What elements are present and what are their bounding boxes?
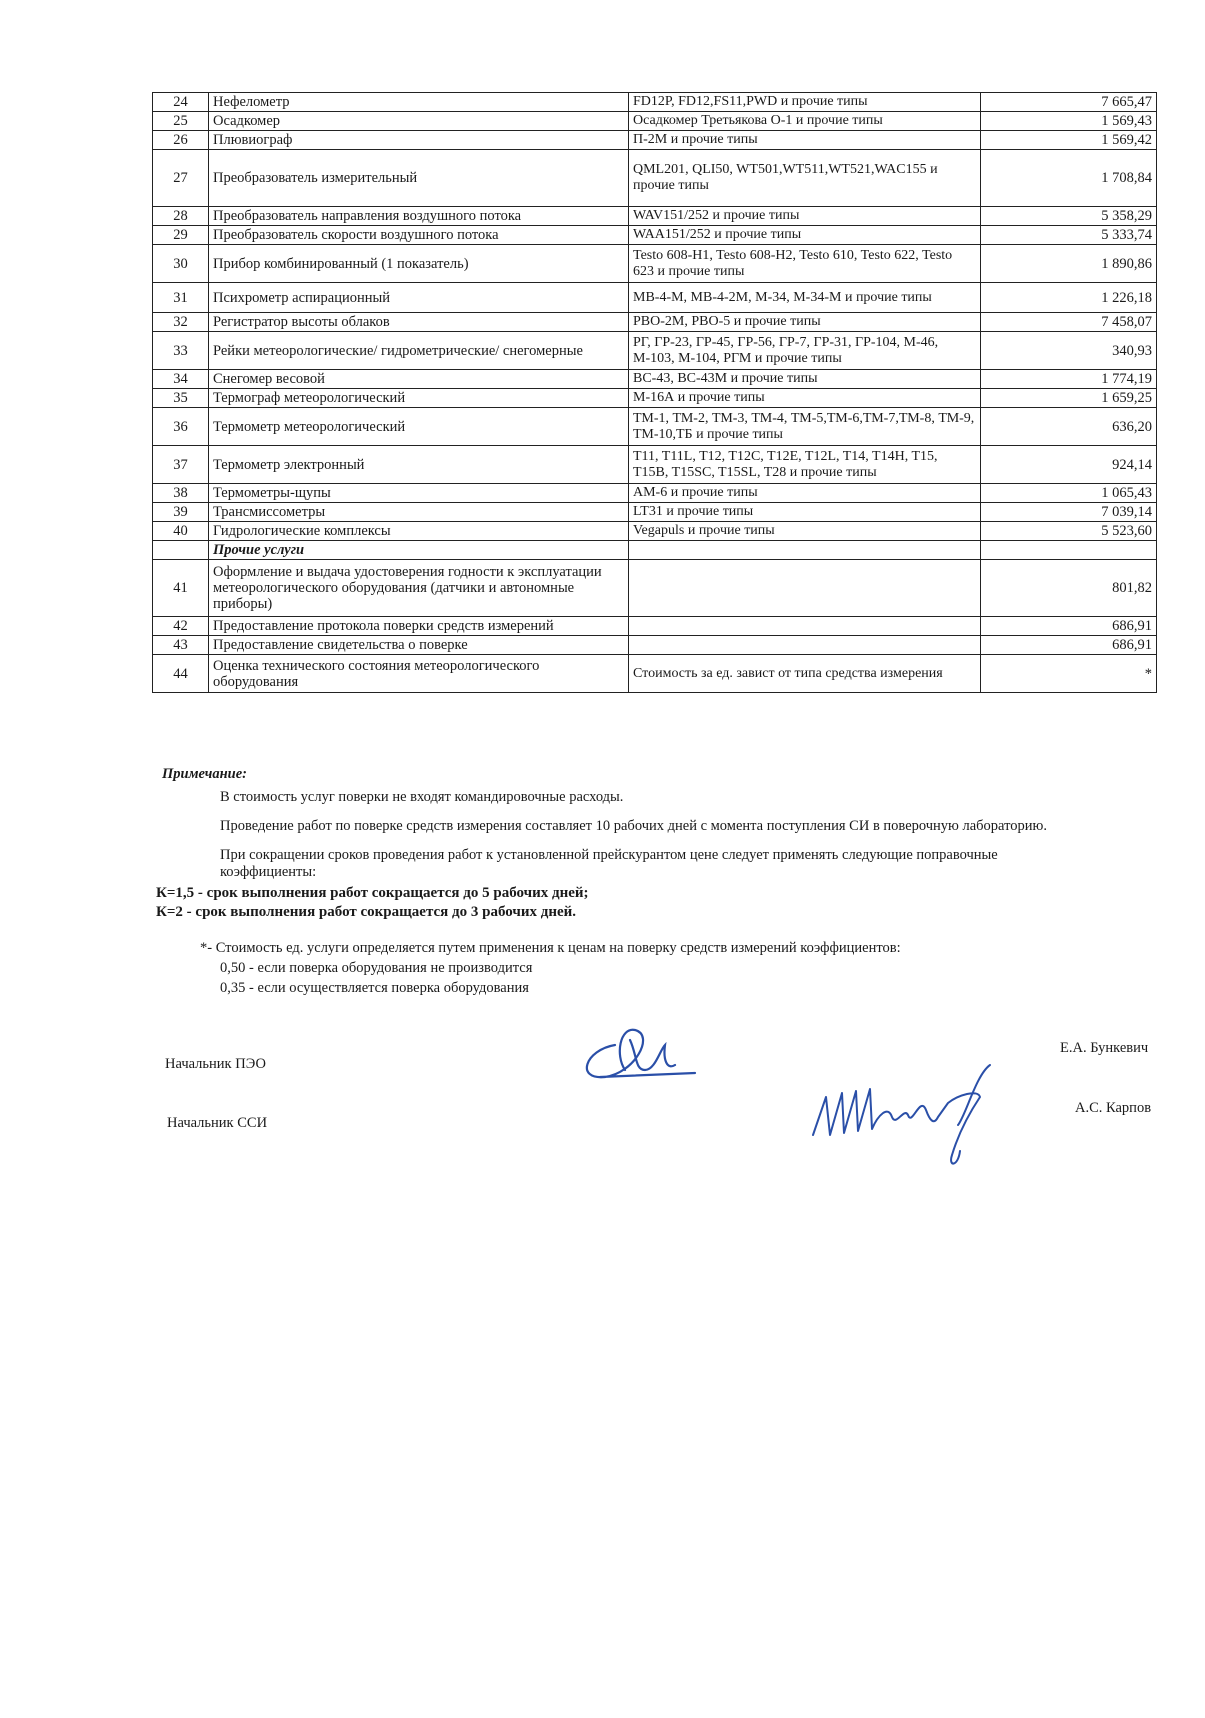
row-name: Осадкомер xyxy=(209,112,629,131)
row-number: 35 xyxy=(153,389,209,408)
row-number: 27 xyxy=(153,150,209,207)
ssi-title: Начальник ССИ xyxy=(167,1115,268,1131)
table-row xyxy=(153,245,1157,283)
table-row xyxy=(153,522,1157,541)
row-type: ТМ-1, ТМ-2, ТМ-3, ТМ-4, ТМ-5,ТМ-6,ТМ-7,ТМ-8, ТМ-9, ТМ-10,ТБ и прочие типы xyxy=(629,408,981,446)
row-number: 36 xyxy=(153,408,209,446)
peo-name: Е.А. Бункевич xyxy=(1060,1040,1149,1056)
row-type xyxy=(629,560,981,617)
row-name: Преобразователь скорости воздушного потока xyxy=(209,226,629,245)
section-label: Прочие услуги xyxy=(209,541,629,560)
section-price-cell xyxy=(981,541,1157,560)
row-price: 636,20 xyxy=(981,408,1157,446)
row-number: 25 xyxy=(153,112,209,131)
row-price: 7 039,14 xyxy=(981,503,1157,522)
row-number: 37 xyxy=(153,446,209,484)
row-number: 41 xyxy=(153,560,209,617)
price-table-body xyxy=(153,93,1157,693)
row-price: 7 458,07 xyxy=(981,313,1157,332)
row-type: T11, T11L, T12, T12C, T12E, T12L, T14, T14H, T15, T15B, T15SC, T15SL, T28 и прочие типы xyxy=(629,446,981,484)
table-row xyxy=(153,503,1157,522)
row-number: 40 xyxy=(153,522,209,541)
row-name: Рейки метеорологические/ гидрометрические/ снегомерные xyxy=(209,332,629,370)
row-name: Преобразователь направления воздушного потока xyxy=(209,207,629,226)
star-note-text: *- Стоимость ед. услуги определяется путем применения к ценам на поверку средств измерений коэффициентов: xyxy=(200,940,901,956)
row-price: 7 665,47 xyxy=(981,93,1157,112)
table-row xyxy=(153,131,1157,150)
ssi-name: А.С. Карпов xyxy=(1075,1100,1152,1116)
row-name: Гидрологические комплексы xyxy=(209,522,629,541)
table-row xyxy=(153,655,1157,693)
row-type: РВО-2М, РВО-5 и прочие типы xyxy=(629,313,981,332)
row-price: 5 358,29 xyxy=(981,207,1157,226)
row-type: Vegapuls и прочие типы xyxy=(629,522,981,541)
row-type: Стоимость за ед. завист от типа средства измерения xyxy=(629,655,981,693)
table-row xyxy=(153,484,1157,503)
row-number: 44 xyxy=(153,655,209,693)
row-type: МВ-4-М, МВ-4-2М, М-34, М-34-М и прочие типы xyxy=(629,283,981,313)
row-name: Термограф метеорологический xyxy=(209,389,629,408)
star-note-option-1: 0,50 - если поверка оборудования не производится xyxy=(220,960,533,976)
table-row xyxy=(153,150,1157,207)
row-price: 1 890,86 xyxy=(981,245,1157,283)
row-type: РГ, ГР-23, ГР-45, ГР-56, ГР-7, ГР-31, ГР-104, М-46, М-103, М-104, РГМ и прочие типы xyxy=(629,332,981,370)
row-price: 1 065,43 xyxy=(981,484,1157,503)
row-type xyxy=(629,617,981,636)
row-price: 686,91 xyxy=(981,617,1157,636)
row-price: 686,91 xyxy=(981,636,1157,655)
row-name: Снегомер весовой xyxy=(209,370,629,389)
row-price: 1 708,84 xyxy=(981,150,1157,207)
table-row xyxy=(153,313,1157,332)
price-table xyxy=(152,92,1157,693)
row-type: ВС-43, ВС-43М и прочие типы xyxy=(629,370,981,389)
row-number: 42 xyxy=(153,617,209,636)
row-type: П-2М и прочие типы xyxy=(629,131,981,150)
table-row xyxy=(153,226,1157,245)
row-number: 38 xyxy=(153,484,209,503)
row-price: 5 523,60 xyxy=(981,522,1157,541)
row-type xyxy=(629,636,981,655)
note-travel-expenses: В стоимость услуг поверки не входят командировочные расходы. xyxy=(220,789,624,805)
table-row xyxy=(153,283,1157,313)
row-type: WAA151/252 и прочие типы xyxy=(629,226,981,245)
row-name: Оформление и выдача удостоверения годности к эксплуатации метеорологического оборудования (датчики и автономные приборы) xyxy=(209,560,629,617)
notes-title: Примечание: xyxy=(162,766,248,782)
row-type: Testo 608-H1, Testo 608-H2, Testo 610, Testo 622, Testo 623 и прочие типы xyxy=(629,245,981,283)
table-row xyxy=(153,370,1157,389)
row-price: 340,93 xyxy=(981,332,1157,370)
section-number-cell xyxy=(153,541,209,560)
row-name: Плювиограф xyxy=(209,131,629,150)
row-name: Предоставление протокола поверки средств измерений xyxy=(209,617,629,636)
section-type-cell xyxy=(629,541,981,560)
row-number: 30 xyxy=(153,245,209,283)
star-note xyxy=(160,939,1160,997)
row-type: LT31 и прочие типы xyxy=(629,503,981,522)
row-name: Оценка технического состояния метеорологического оборудования xyxy=(209,655,629,693)
table-row xyxy=(153,446,1157,484)
row-price: 1 569,43 xyxy=(981,112,1157,131)
note-coefficient-2: К=2 - срок выполнения работ сокращается до 3 рабочих дней. xyxy=(156,904,577,920)
row-name: Психрометр аспирационный xyxy=(209,283,629,313)
notes-section xyxy=(156,766,1160,999)
table-row xyxy=(153,207,1157,226)
row-number: 24 xyxy=(153,93,209,112)
table-row xyxy=(153,93,1157,112)
table-row xyxy=(153,408,1157,446)
row-type: АМ-6 и прочие типы xyxy=(629,484,981,503)
note-work-duration: Проведение работ по поверке средств измерения составляет 10 рабочих дней с момента поступления СИ в поверочную лабораторию. xyxy=(220,818,1047,834)
table-row xyxy=(153,332,1157,370)
row-number: 29 xyxy=(153,226,209,245)
row-type: М-16А и прочие типы xyxy=(629,389,981,408)
star-note-option-2: 0,35 - если осуществляется поверка оборудования xyxy=(220,980,529,996)
row-name: Трансмиссометры xyxy=(209,503,629,522)
row-number: 33 xyxy=(153,332,209,370)
row-number: 34 xyxy=(153,370,209,389)
row-number: 43 xyxy=(153,636,209,655)
row-name: Нефелометр xyxy=(209,93,629,112)
peo-title: Начальник ПЭО xyxy=(165,1056,266,1072)
signature-ssi xyxy=(808,1055,1018,1175)
signature-peo xyxy=(575,1015,705,1085)
row-name: Регистратор высоты облаков xyxy=(209,313,629,332)
row-number: 31 xyxy=(153,283,209,313)
note-coefficient-1-5: К=1,5 - срок выполнения работ сокращается до 5 рабочих дней; xyxy=(156,885,589,901)
row-price: 1 569,42 xyxy=(981,131,1157,150)
note-coefficients-intro: При сокращении сроков проведения работ к установленной прейскурантом цене следует применять следующие поправочные коэффициенты: xyxy=(220,847,998,880)
row-name: Предоставление свидетельства о поверке xyxy=(209,636,629,655)
row-name: Прибор комбинированный (1 показатель) xyxy=(209,245,629,283)
row-price: 801,82 xyxy=(981,560,1157,617)
row-number: 26 xyxy=(153,131,209,150)
row-price: 924,14 xyxy=(981,446,1157,484)
row-price: 5 333,74 xyxy=(981,226,1157,245)
row-name: Термометры-щупы xyxy=(209,484,629,503)
row-type: QML201, QLI50, WT501,WT511,WT521,WAC155 и прочие типы xyxy=(629,150,981,207)
row-number: 32 xyxy=(153,313,209,332)
row-type: WAV151/252 и прочие типы xyxy=(629,207,981,226)
table-row xyxy=(153,617,1157,636)
row-price: 1 659,25 xyxy=(981,389,1157,408)
row-number: 39 xyxy=(153,503,209,522)
table-row xyxy=(153,112,1157,131)
row-number: 28 xyxy=(153,207,209,226)
section-row xyxy=(153,541,1157,560)
row-type: Осадкомер Третьякова О-1 и прочие типы xyxy=(629,112,981,131)
row-price: 1 226,18 xyxy=(981,283,1157,313)
row-name: Термометр метеорологический xyxy=(209,408,629,446)
row-name: Преобразователь измерительный xyxy=(209,150,629,207)
row-price: * xyxy=(981,655,1157,693)
row-type: FD12P, FD12,FS11,PWD и прочие типы xyxy=(629,93,981,112)
row-price: 1 774,19 xyxy=(981,370,1157,389)
table-row xyxy=(153,560,1157,617)
table-row xyxy=(153,636,1157,655)
table-row xyxy=(153,389,1157,408)
row-name: Термометр электронный xyxy=(209,446,629,484)
